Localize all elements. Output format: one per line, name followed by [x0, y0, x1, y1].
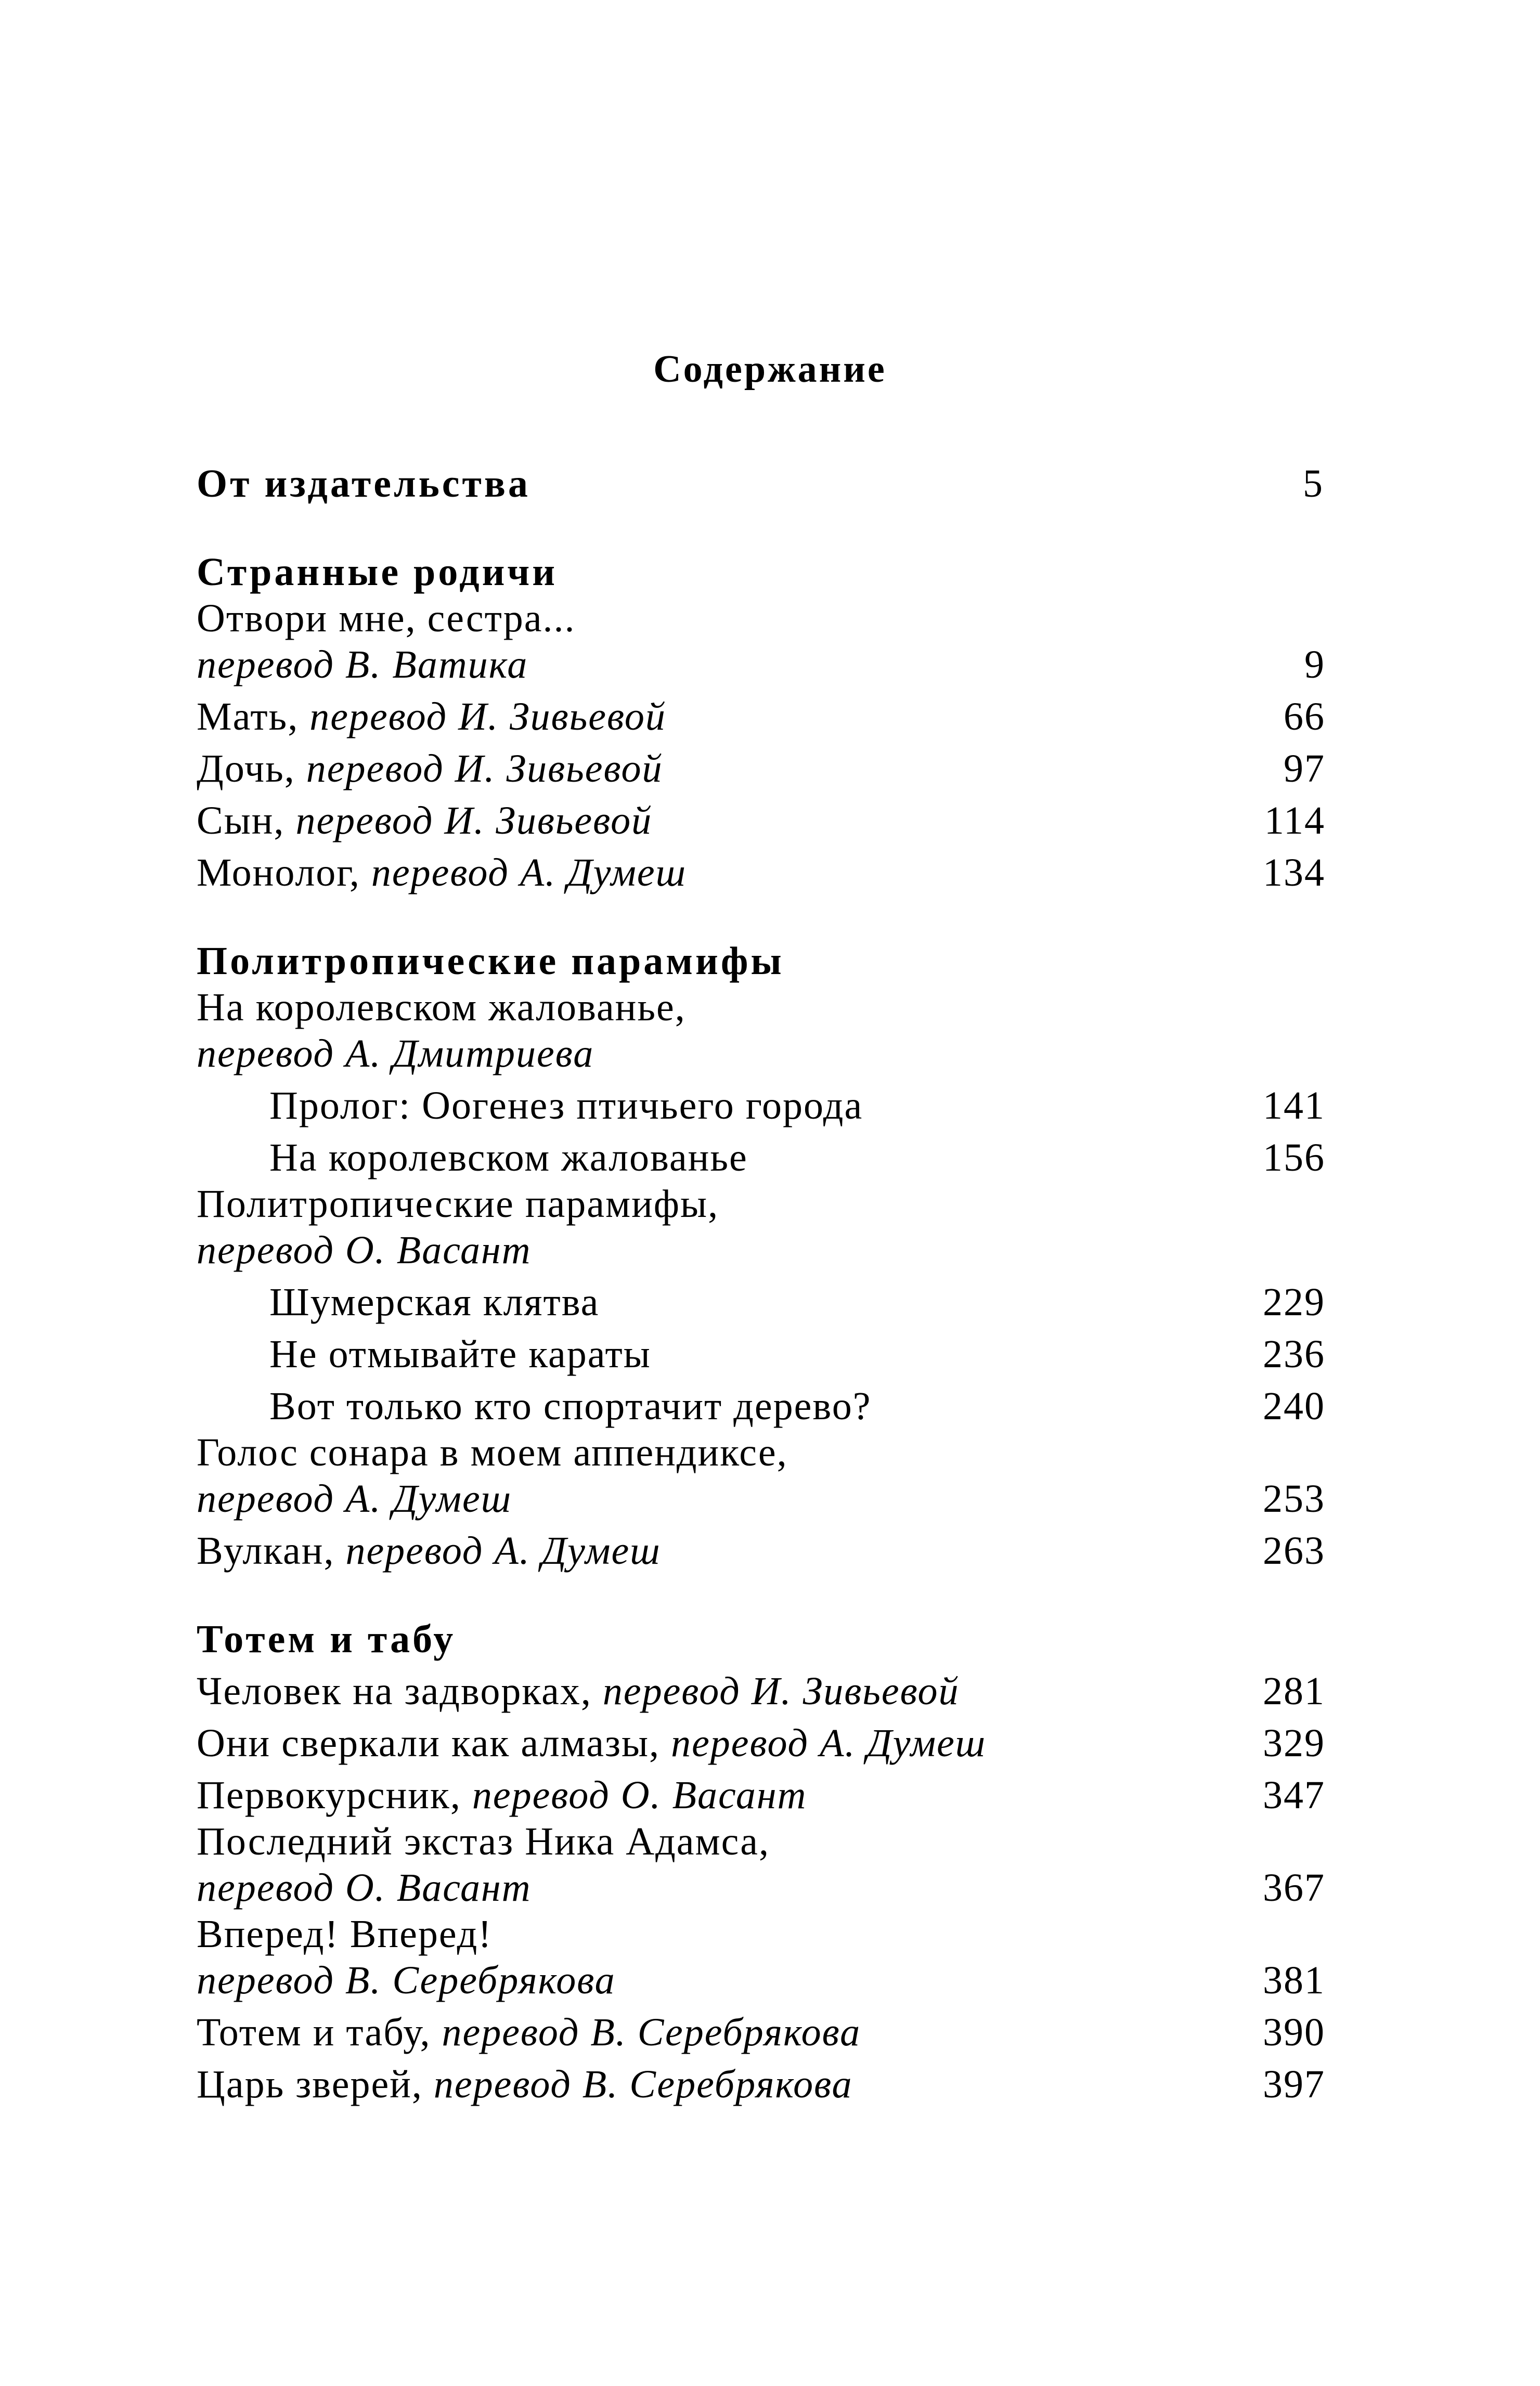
toc-entry-title: Царь зверей,	[197, 2063, 423, 2106]
toc-subentry-title: На королевском жалованье	[269, 1136, 748, 1179]
toc-entry-translator: перевод А. Думеш	[371, 851, 687, 894]
toc-page-number: 367	[1263, 1866, 1325, 1910]
toc-subentry-title: Шумерская клятва	[269, 1280, 600, 1324]
toc-page-number: 263	[1263, 1529, 1325, 1573]
toc-entry-title: Вперед! Вперед!	[197, 1912, 493, 1956]
toc-entry	[197, 795, 1325, 847]
toc-page-number: 114	[1264, 799, 1325, 842]
toc-entry-title: Дочь,	[197, 747, 295, 790]
toc-subentry-title: Не отмывайте караты	[269, 1332, 651, 1376]
toc-entry	[197, 1473, 1325, 1525]
toc-entry	[197, 847, 1325, 899]
toc-entry-translator: перевод О. Васант	[197, 1866, 532, 1910]
toc-entry	[197, 639, 1325, 691]
toc-subentry	[197, 1080, 1325, 1132]
toc-entry-translator: перевод О. Васант	[197, 1228, 532, 1272]
toc-entry-title: Монолог,	[197, 851, 360, 894]
toc-page-number: 141	[1263, 1084, 1325, 1127]
toc-entry-translator: перевод И. Зивьевой	[306, 747, 663, 790]
toc-page-number: 240	[1263, 1384, 1325, 1428]
toc-page-number: 347	[1263, 1773, 1325, 1817]
toc-entry-translator: перевод В. Серебрякова	[442, 2011, 861, 2054]
toc-entry-title: Первокурсник,	[197, 1773, 461, 1817]
toc-entry-translator: перевод И. Зивьевой	[295, 799, 653, 842]
toc-entry	[197, 1769, 1325, 1821]
toc-entry-title: Вулкан,	[197, 1529, 335, 1573]
toc-entry-title: Сын,	[197, 799, 285, 842]
toc-entry-line	[197, 1184, 1325, 1224]
toc-entry	[197, 1525, 1325, 1577]
toc-entry-line	[197, 1432, 1325, 1473]
toc-entry-translator: перевод В. Серебрякова	[197, 1959, 616, 2002]
toc-entry-line	[197, 1028, 1325, 1080]
toc-page-number: 156	[1263, 1136, 1325, 1179]
toc-page-number: 9	[1304, 643, 1325, 686]
toc-entry-translator: перевод В. Серебрякова	[433, 2063, 853, 2106]
toc-entry	[197, 1665, 1325, 1717]
toc-entry-translator: перевод В. Ватика	[197, 643, 528, 686]
toc-subentry	[197, 1132, 1325, 1184]
section-heading: Политропические парамифы	[197, 939, 784, 983]
toc-entry-translator: перевод А. Думеш	[671, 1721, 987, 1765]
toc-entry-title: Человек на задворках,	[197, 1669, 592, 1713]
toc-page-number: 5	[1303, 462, 1325, 505]
toc-entry-title: Отвори мне, сестра...	[197, 596, 576, 640]
toc-entry-translator: перевод И. Зивьевой	[602, 1669, 960, 1713]
toc-entry-title: Политропические парамифы,	[197, 1182, 719, 1226]
toc-entry	[197, 1954, 1325, 2006]
toc-entry-title: На королевском жалованье,	[197, 985, 686, 1029]
page-title: Содержание	[653, 348, 887, 391]
section-heading: Странные родичи	[197, 550, 558, 594]
toc-entry-translator: перевод О. Васант	[472, 1773, 807, 1817]
toc-entry-title: Голос сонара в моем аппендиксе,	[197, 1431, 788, 1474]
toc-entry-translator: перевод И. Зивьевой	[309, 695, 666, 738]
toc-entry-from-publisher	[197, 458, 1325, 510]
toc-page-number: 134	[1263, 851, 1325, 894]
toc-subentry-title: Пролог: Оогенез птичьего города	[269, 1084, 863, 1127]
toc-page-number: 66	[1284, 695, 1325, 738]
toc-page-number: 281	[1263, 1669, 1325, 1713]
section-heading: Тотем и табу	[197, 1617, 456, 1661]
toc-entry-line	[197, 1821, 1325, 1862]
toc-subentry	[197, 1276, 1325, 1328]
toc-entry-translator: перевод А. Думеш	[197, 1477, 512, 1521]
toc-entry	[197, 2058, 1325, 2110]
toc-entry-translator: перевод А. Дмитриева	[197, 1032, 594, 1075]
toc-page-number: 381	[1263, 1959, 1325, 2002]
toc-page-number: 390	[1263, 2011, 1325, 2054]
toc-page-number: 329	[1263, 1721, 1325, 1765]
toc-entry-line	[197, 1914, 1325, 1954]
table-of-contents	[197, 458, 1325, 2110]
toc-entry-title: Мать,	[197, 695, 299, 738]
toc-entry-translator: перевод А. Думеш	[345, 1529, 661, 1573]
toc-entry	[197, 743, 1325, 795]
toc-subentry-title: Вот только кто спортачит дерево?	[269, 1384, 872, 1428]
toc-page-number: 236	[1263, 1332, 1325, 1376]
toc-page-number: 229	[1263, 1280, 1325, 1324]
toc-entry-title: Последний экстаз Ника Адамса,	[197, 1820, 770, 1863]
toc-entry	[197, 691, 1325, 743]
toc-subentry	[197, 1380, 1325, 1432]
toc-page-number: 397	[1263, 2063, 1325, 2106]
toc-entry-line	[197, 1224, 1325, 1276]
toc-entry	[197, 1717, 1325, 1769]
toc-page-number: 253	[1263, 1477, 1325, 1521]
toc-page-number: 97	[1284, 747, 1325, 790]
toc-entry-line	[197, 598, 1325, 639]
toc-entry-title: Тотем и табу,	[197, 2011, 431, 2054]
toc-entry	[197, 1862, 1325, 1914]
toc-entry-label: От издательства	[197, 462, 530, 505]
toc-entry	[197, 2006, 1325, 2058]
toc-entry-line	[197, 987, 1325, 1028]
toc-entry-title: Они сверкали как алмазы,	[197, 1721, 661, 1765]
toc-subentry	[197, 1328, 1325, 1380]
